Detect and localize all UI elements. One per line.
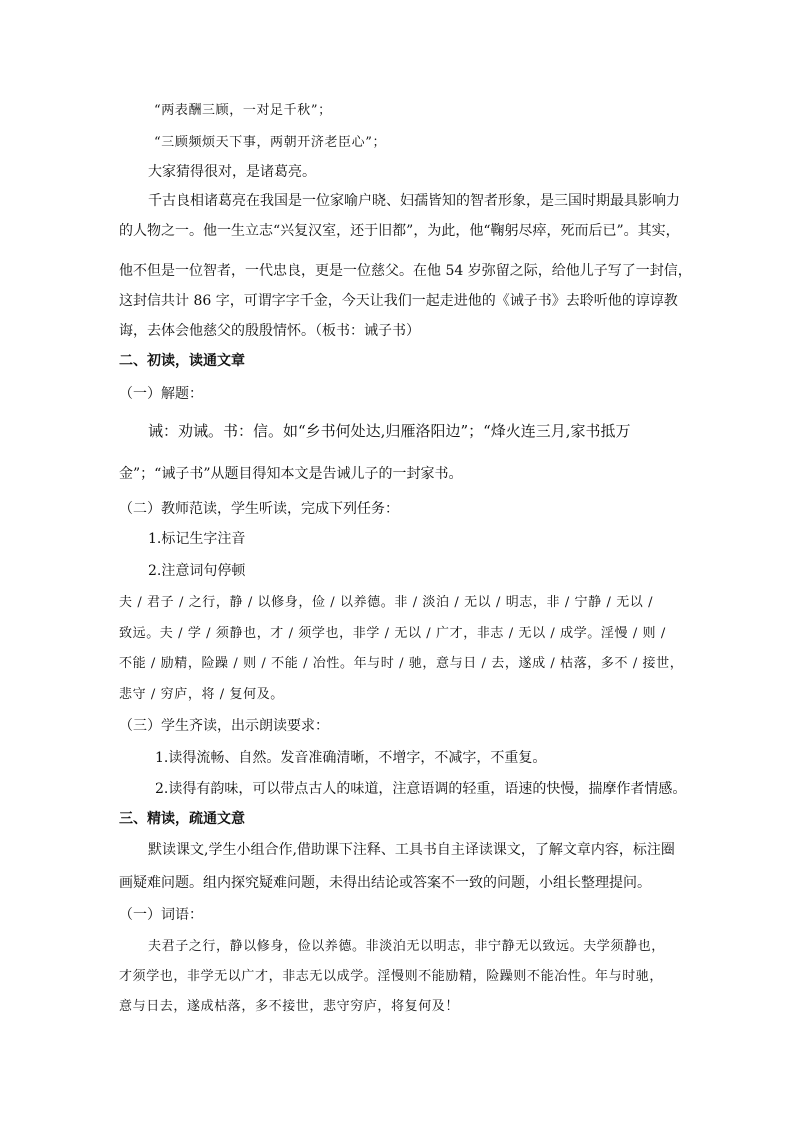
intro-paragraph-line: 的人物之一。他一生立志“兴复汉室，还于旧都”，为此，他“鞠躬尽瘁，死而后已”。其实， (119, 223, 680, 239)
intro-paragraph-line: 他不但是一位智者，一代忠良，更是一位慈父。在他 54 岁弥留之际，给他儿子写了一封信， (119, 263, 692, 279)
task-item: 1.标记生字注音 (148, 531, 246, 547)
intro-paragraph-line: 这封信共计 86 字，可谓字字千金，今天让我们一起走进他的《诫子书》去聆听他的谆谆教 (119, 293, 678, 309)
pause-text-line: 不能 / 励精，险躁 / 则 / 不能 / 冶性。年与时 / 驰，意与日 / 去，遂成 / 枯落，多不 / 接世， (119, 656, 684, 671)
jieti-line: 诫：劝诫。书：信。如“乡书何处达,归雁洛阳边”；“烽火连三月,家书抵万 (148, 422, 631, 440)
subheading-vocabulary: （一）词语： (119, 907, 203, 923)
subheading-jieti: （一）解题： (119, 386, 203, 402)
reading-requirement: 1.读得流畅、自然。发音准确清晰，不增字，不减字，不重复。 (155, 750, 547, 766)
section3-paragraph-line: 默读课文,学生小组合作,借助课下注释、工具书自主译读课文，了解文章内容，标注圈 (148, 842, 675, 858)
section-title-3: 三、精读，疏通文意 (119, 811, 245, 827)
classical-text-line: 夫君子之行，静以修身，俭以养德。非淡泊无以明志，非宁静无以致远。夫学须静也， (148, 939, 665, 954)
pause-text-line: 致远。夫 / 学 / 须静也，才 / 须学也，非学 / 无以 / 广才，非志 / 无以 / 成学。淫慢 / 则 / (119, 626, 666, 641)
riddle-line-2: “三顾频烦天下事，两朝开济老臣心”； (154, 135, 387, 150)
subheading-group-reading: （三）学生齐读，出示朗读要求： (119, 718, 329, 734)
intro-paragraph-line: 诲，去体会他慈父的殷殷情怀。（板书：诫子书） (119, 323, 420, 339)
reading-requirement: 2.读得有韵味，可以带点古人的味道，注意语调的轻重，语速的快慢，揣摩作者情感。 (155, 781, 687, 797)
jieti-line: 金”；“诫子书”从题目得知本文是告诫儿子的一封家书。 (119, 466, 463, 482)
answer-line: 大家猜得很对，是诸葛亮。 (148, 164, 316, 180)
section-title-2: 二、初读，读通文章 (119, 353, 245, 369)
pause-text-line: 夫 / 君子 / 之行，静 / 以修身，俭 / 以养德。非 / 淡泊 / 无以 / 明志，非 / 宁静 / 无以 / (119, 595, 654, 610)
task-item: 2.注意词句停顿 (148, 563, 246, 579)
subheading-teacher-reading: （二）教师范读，学生听读，完成下列任务： (119, 501, 399, 517)
pause-text-line: 悲守 / 穷庐，将 / 复何及。 (119, 687, 284, 702)
riddle-line-1: “两表酬三顾，一对足千秋”； (154, 103, 332, 118)
section3-paragraph-line: 画疑难问题。组内探究疑难问题，未得出结论或答案不一致的问题，小组长整理提问。 (119, 875, 651, 891)
classical-text-line: 意与日去，遂成枯落，多不接世，悲守穷庐，将复何及！ (119, 999, 460, 1014)
classical-text-line: 才须学也，非学无以广才，非志无以成学。淫慢则不能励精，险躁则不能冶性。年与时驰， (119, 969, 664, 984)
intro-paragraph-line: 千古良相诸葛亮在我国是一位家喻户晓、妇孺皆知的智者形象，是三国时期最具影响力 (148, 193, 680, 209)
